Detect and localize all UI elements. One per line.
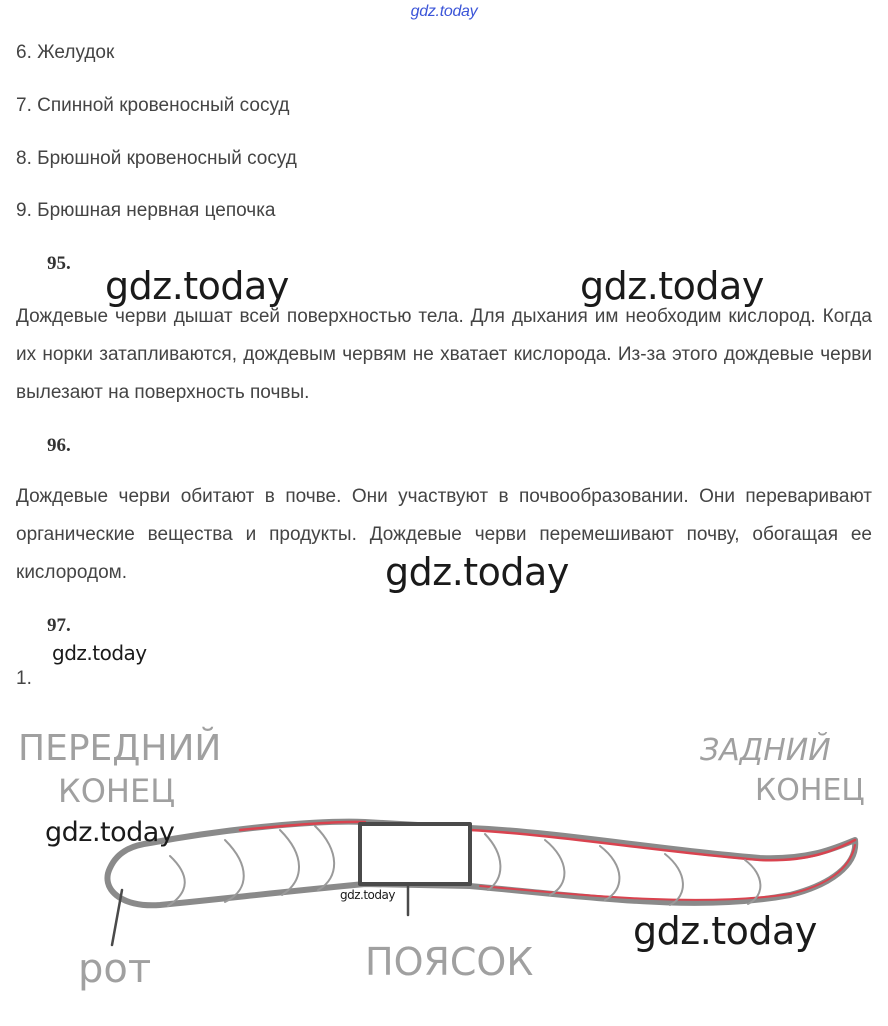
worm-segment <box>168 856 185 906</box>
worm-segment <box>280 830 299 895</box>
list-item: 8. Брюшной кровеносный сосуд <box>16 148 297 169</box>
task-96-answer: Дождевые черви обитают в почве. Они участвуют в почвообразовании. Они переваривают органические вещества и продукты. Дождевые черви перемешивают почву, обогащая ее кислородом. <box>16 486 872 583</box>
task-number-96: 96. <box>47 435 71 456</box>
worm-segment <box>485 834 500 890</box>
watermark: gdz.today <box>340 888 395 902</box>
front-end-label-line2: КОНЕЦ <box>58 772 176 810</box>
task-95-answer: Дождевые черви дышат всей поверхностью тела. Для дыхания им необходим кислород. Когда их норки затапливаются, дождевым червям не хватает кислорода. Из-за этого дождевые черви вылезают на поверхность почвы. <box>16 306 872 403</box>
mouth-label: рот <box>78 946 152 992</box>
worm-segment <box>225 840 244 902</box>
worm-red-bottom <box>480 845 855 900</box>
front-end-label-line1: ПЕРЕДНИЙ <box>18 728 222 769</box>
watermark: gdz.today <box>105 264 289 308</box>
site-logo[interactable]: gdz.today <box>410 3 478 20</box>
rear-end-label-line2: КОНЕЦ <box>755 773 865 808</box>
list-item: 7. Спинной кровеносный сосуд <box>16 95 290 116</box>
watermark: gdz.today <box>45 817 175 848</box>
girdle-label: ПОЯСОК <box>365 940 534 984</box>
task-number-97: 97. <box>47 615 71 636</box>
worm-segment <box>665 854 683 905</box>
task-97-sub-number: 1. <box>16 668 32 689</box>
worm-girdle <box>360 824 470 884</box>
task-number-95: 95. <box>47 253 71 274</box>
worm-segment <box>315 826 334 890</box>
rear-end-label-line1: ЗАДНИЙ <box>700 733 831 768</box>
worm-segment <box>600 846 619 900</box>
earthworm-drawing <box>0 700 888 1026</box>
watermark: gdz.today <box>580 264 764 308</box>
watermark: gdz.today <box>633 909 817 953</box>
worm-outline <box>107 822 855 906</box>
watermark: gdz.today <box>52 641 147 665</box>
watermark: gdz.today <box>385 550 569 594</box>
list-item: 9. Брюшная нервная цепочка <box>16 200 276 221</box>
worm-segment <box>545 840 564 895</box>
list-item: 6. Желудок <box>16 42 115 63</box>
